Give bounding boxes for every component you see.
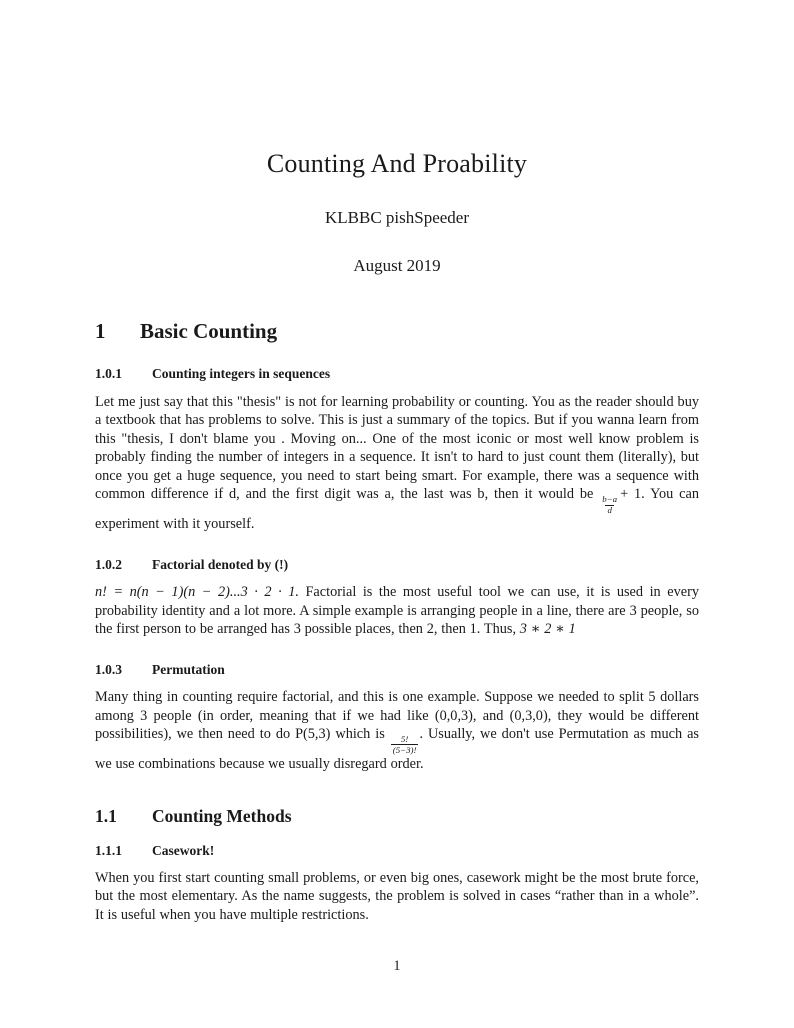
fraction-denominator: (5−3)! xyxy=(392,744,417,755)
paragraph-text-part2: . Usually, we don't use Permutation as much as we use combinations because we usually disregard order. xyxy=(95,726,699,772)
inline-fraction-five-factorial-over-five-minus-three-factorial xyxy=(391,735,419,755)
document-content xyxy=(95,0,699,925)
subsubsection-title: Counting integers in sequences xyxy=(152,366,331,382)
paragraph-text: Factorial is the most useful tool we can use, it is used in every probability identity and a lot more. A simple example is arranging people in a line, there are 3 people, so the first person to be arranged has 3 possible places, then 2, then 1. Thus, xyxy=(95,584,699,638)
section-title: Basic Counting xyxy=(140,319,278,344)
subsubsection-number: 1.0.2 xyxy=(95,556,122,572)
paragraph-counting-integers xyxy=(95,383,699,534)
subsubsection-heading-counting-integers xyxy=(95,343,699,382)
page-number: 1 xyxy=(393,958,401,974)
formula-tail: + 1. xyxy=(620,486,645,503)
paragraph-casework: When you first start counting small problems, or even big ones, casework might be the most brute force, but the most elementary. As the name suggests, the problem is solved in cases “rather than in a whole”. It is useful when you have multiple restrictions. xyxy=(95,869,699,924)
subsubsection-title: Permutation xyxy=(152,661,225,677)
subsubsection-heading-permutation xyxy=(95,639,699,678)
paragraph-text-part1: Let me just say that this "thesis" is not for learning probability or counting. You as the reader should buy a textbook that has problems to solve. This is just a summary of the topics. But if you wanna learn from this "thesis, I don't blame you . Moving on... One of the most iconic or most well know problem is probably finding the number of integers in a sequence. It isn't to hard to just count them (literally), but once you get a huge sequence, you need to start being smart. For example, there was a sequence with common difference if d, and the first digit was a, the last was b, then it would be xyxy=(95,393,699,503)
fraction-numerator: b−a xyxy=(602,494,618,505)
subsubsection-heading-casework xyxy=(95,826,699,859)
subsubsection-heading-factorial xyxy=(95,534,699,573)
subsection-title: Counting Methods xyxy=(152,805,292,826)
paragraph-factorial xyxy=(95,573,699,639)
paragraph-permutation xyxy=(95,678,699,774)
document-author: KLBBC pishSpeeder xyxy=(324,208,470,228)
document-date: August 2019 xyxy=(353,256,441,276)
inline-fraction-b-minus-a-over-d xyxy=(600,495,619,515)
fraction-denominator: d xyxy=(607,505,612,516)
subsection-number: 1.1 xyxy=(95,805,117,826)
subsubsection-number: 1.0.1 xyxy=(95,366,122,382)
page-title: Counting And Proability xyxy=(266,149,528,178)
factorial-formula: n! = n(n − 1)(n − 2)...3 · 2 · 1. xyxy=(95,584,299,601)
subsection-heading-counting-methods xyxy=(95,774,699,826)
title-block xyxy=(95,0,699,276)
subsubsection-title: Casework! xyxy=(152,842,215,858)
paragraph-text-part2: You can experiment with it yourself. xyxy=(95,486,699,533)
paragraph-text-part1: Many thing in counting require factorial, and this is one example. Suppose we needed to split 5 dollars among 3 people (in order, meaning that if we had like (0,0,3), and (0,3,0), they would be different possibilities), we then need to do P(5,3) which is xyxy=(95,689,699,743)
subsubsection-number: 1.1.1 xyxy=(95,842,122,858)
subsubsection-number: 1.0.3 xyxy=(95,661,122,677)
subsubsection-title: Factorial denoted by (!) xyxy=(152,556,289,572)
section-heading-basic-counting xyxy=(95,276,699,343)
factorial-formula-end: 3 ∗ 2 ∗ 1 xyxy=(519,621,576,638)
fraction-numerator: 5! xyxy=(400,733,409,744)
section-number: 1 xyxy=(95,319,106,344)
